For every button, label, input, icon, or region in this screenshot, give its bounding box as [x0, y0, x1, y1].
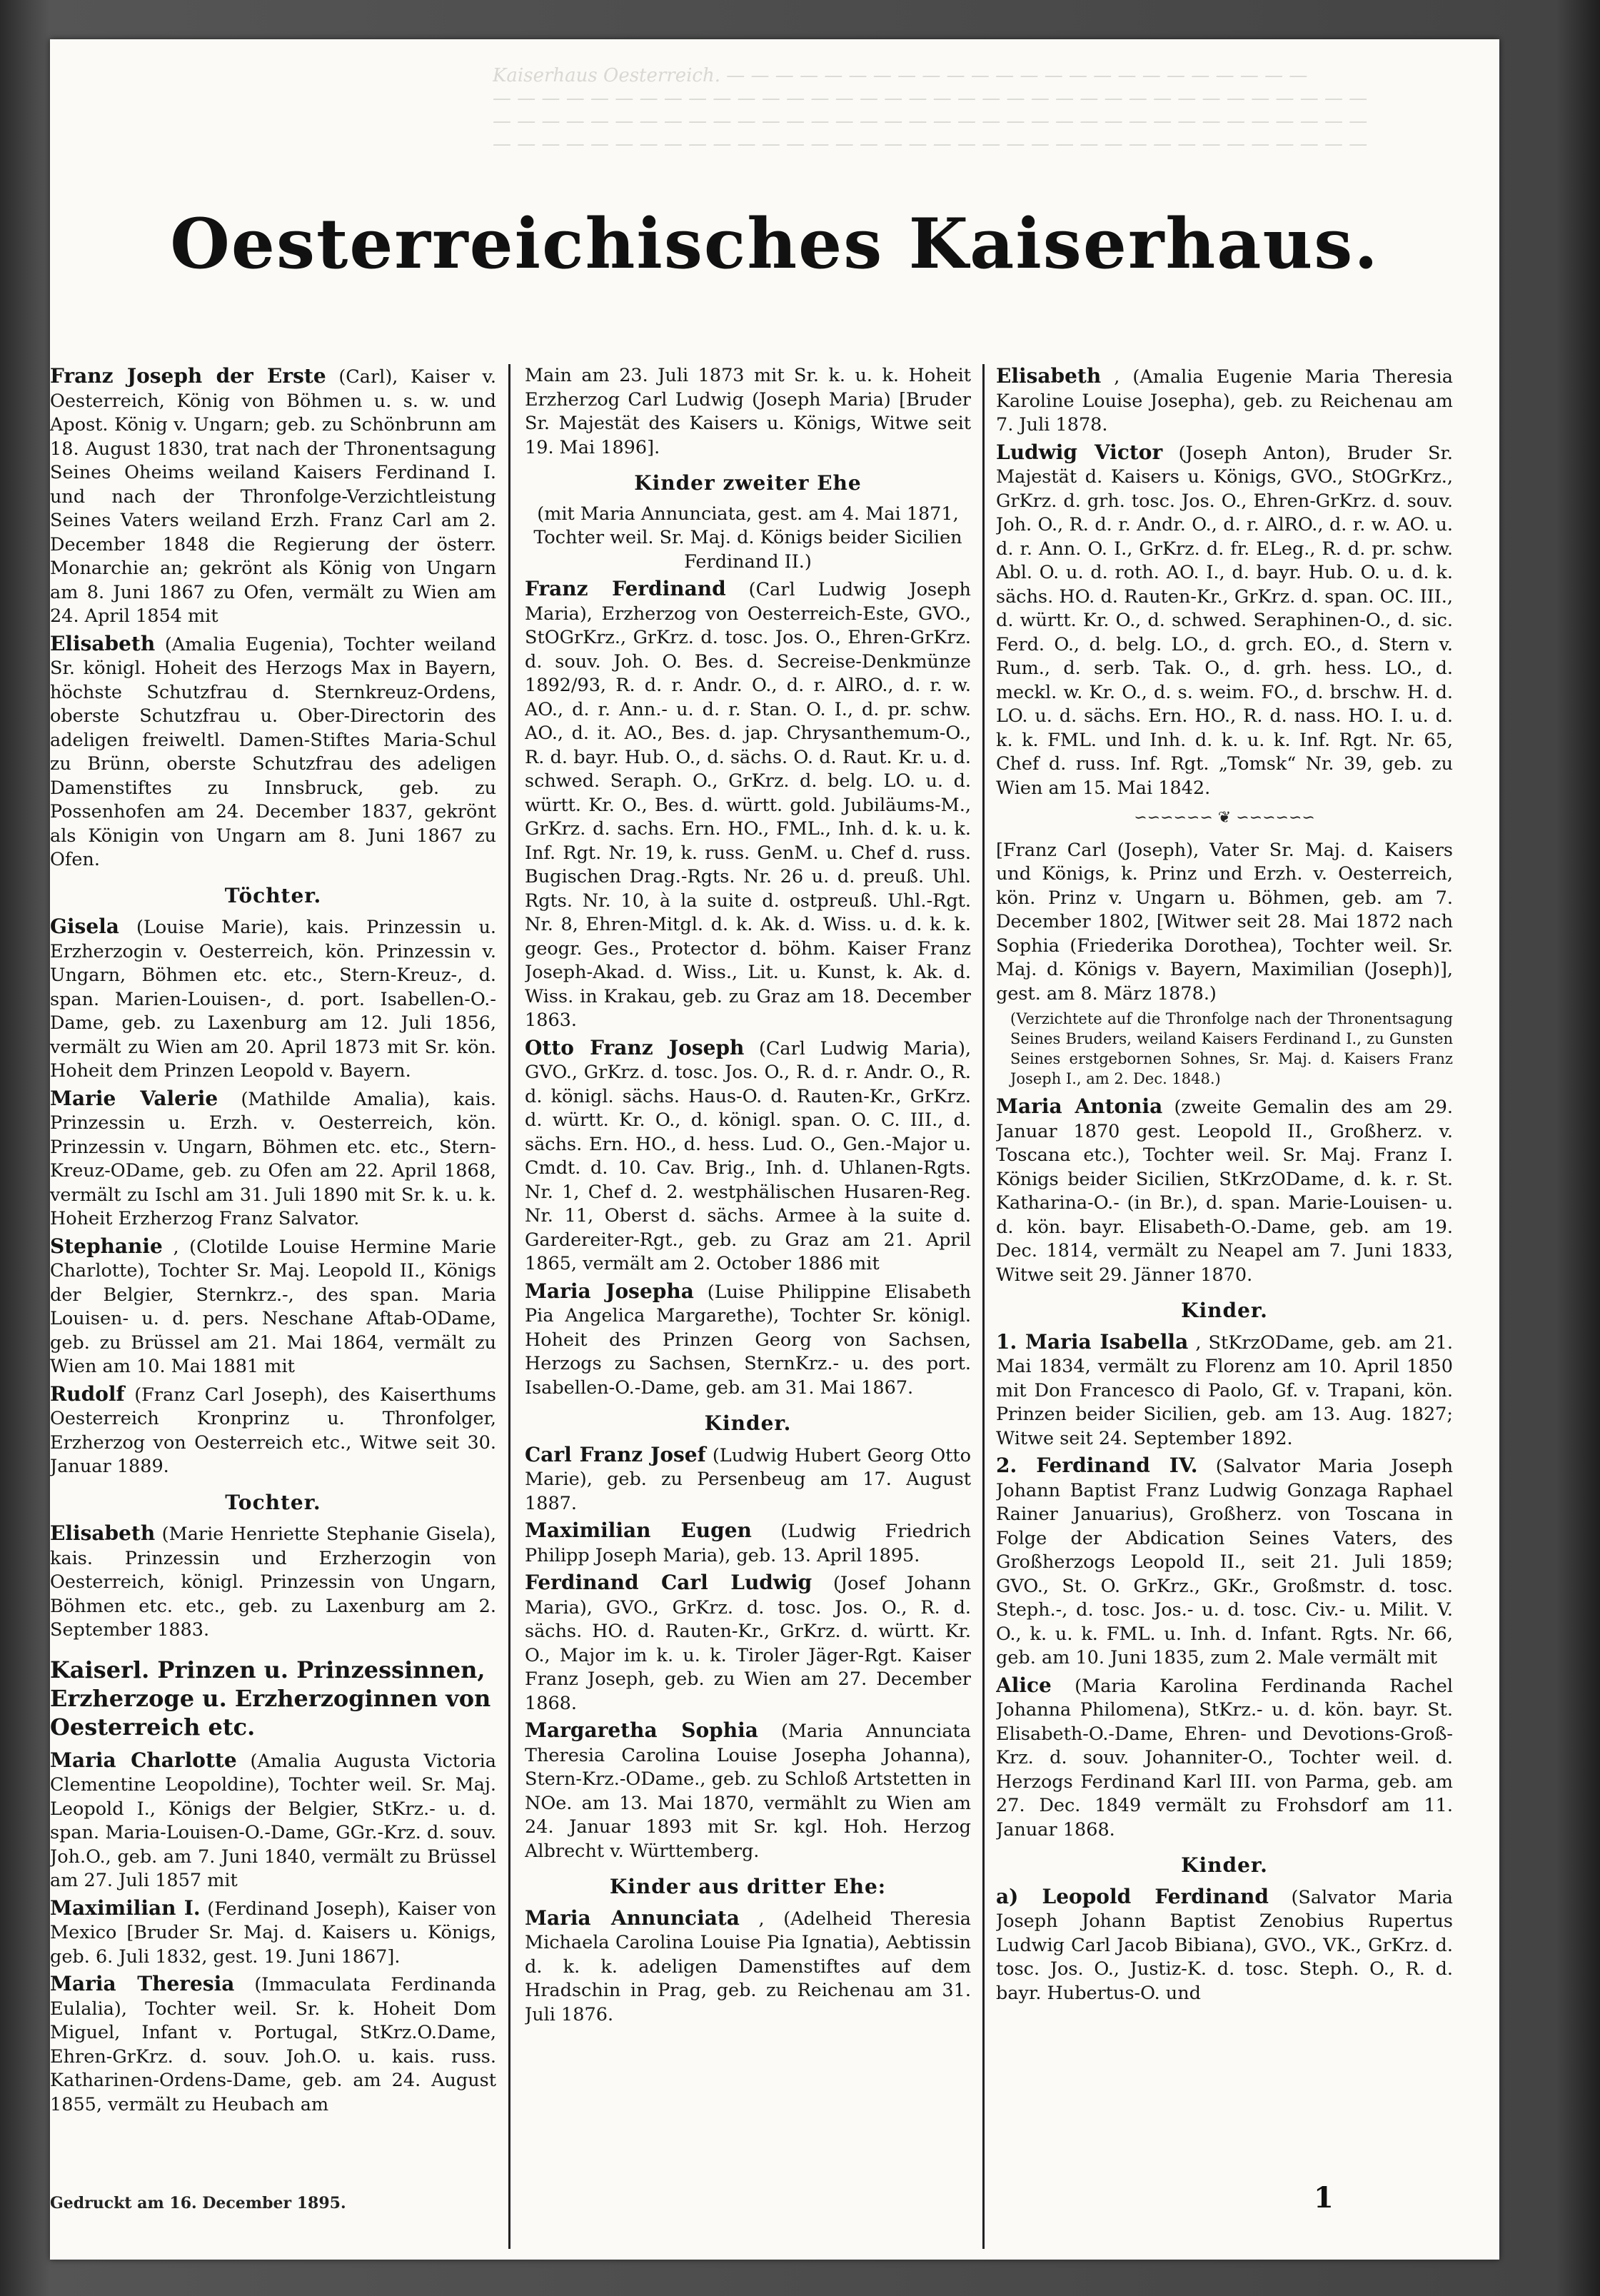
person-name: Alice: [996, 1673, 1052, 1697]
column-2: [525, 364, 971, 2177]
bleed-through-text: Kaiserhaus Oesterreich. — — — — — — — — — — — — — — — — — — — — — — — — — — — — — — — — — — — — — — — — — — — — — — — — — — — — — — — — — — — — — — — — — — — — — — — — — — — — — — — — — — — — — — — — — — — — — — — — — — — — — — — — — — — — — — — — — — — — — — — — — — — — — — — — — — — —: [493, 65, 1368, 155]
genealogy-entry: [996, 364, 1453, 438]
person-description: (Mathilde Amalia), kais. Prinzessin u. Erzh. v. Oesterreich, kön. Prinzessin v. Ungarn, Böhmen etc. etc., Stern-Kreuz-ODame, geb. zu Ofen am 22. April 1868, vermält zu Ischl am 31. Juli 1890 mit Sr. k. u. k. Hoheit Erzherzog Franz Salvator.: [50, 1088, 496, 1229]
person-description: (Louise Marie), kais. Prinzessin u. Erzherzogin v. Oesterreich, kön. Prinzessin v. Ungarn, Böhmen etc. etc., Stern-Kreuz-, d. span. Marien-Louisen-, d. port. Isabellen-O.-Dame, geb. zu Laxenburg am 12. Juli 1856, vermält zu Wien am 20. April 1873 mit Sr. kön. Hoheit dem Prinzen Leopold v. Bayern.: [50, 917, 496, 1082]
person-description: (Luise Philippine Elisabeth Pia Angelica Margarethe), Tochter Sr. königl. Hoheit des Prinzen Georg von Sachsen, Herzogs zu Sachsen, SternKrz.- u. des port. Isabellen-O.-Dame, geb. am 31. Mai 1867.: [525, 1281, 971, 1399]
genealogy-entry: [525, 1571, 971, 1716]
person-name: Stephanie: [50, 1234, 163, 1258]
person-description: (Carl), Kaiser v. Oesterreich, König von Böhmen u. s. w. und Apost. König v. Ungarn; geb. zu Schönbrunn am 18. August 1830, trat nach der Thronentsagung Seines Oheims weiland Kaisers Ferdinand I. und nach der Thronfolge-Verzichtleistung Seines Vaters weiland Erzh. Franz Carl am 2. December 1848 die Regierung der österr. Monarchie an; gekrönt als König von Ungarn am 8. Juni 1867 zu Ofen, vermält zu Wien am 24. April 1854 mit: [50, 366, 496, 627]
continued-text: Main am 23. Juli 1873 mit Sr. k. u. k. Hoheit Erzherzog Carl Ludwig (Joseph Maria) [Bruder Sr. Majestät des Kaisers u. Königs, Witwe seit 19. Mai 1896].: [525, 365, 971, 458]
genealogy-entry: [50, 1748, 496, 1893]
person-description: , (Adelheid Theresia Michaela Carolina Louise Pia Ignatia), Aebtissin d. k. k. adeligen Damenstiftes auf dem Hradschin in Prag, geb. zu Reichenau am 31. Juli 1876.: [525, 1908, 971, 2025]
genealogy-entry: [50, 915, 496, 1084]
person-description: (Maria Karolina Ferdinanda Rachel Johanna Philomena), StKrz.- u. d. kön. bayr. St. Elisabeth-O.-Dame, Ehren- und Devotions-Groß-Krz. d. souv. Johanniter-O., Tochter weil. d. Herzogs Ferdinand Karl III. von Parma, geb. am 27. Dec. 1849 vermält zu Frohsdorf am 11. Januar 1868.: [996, 1675, 1453, 1841]
person-name: Elisabeth: [50, 1521, 156, 1545]
section-heading: Kinder aus dritter Ehe:: [609, 1875, 887, 1898]
footnote: (Verzichtete auf die Thronfolge nach der Thronentsagung Seines Bruders, weiland Kaisers Ferdinand I., zu Gunsten Seines erstgebornen Sohnes, Sr. Maj. d. Kaisers Franz Joseph I., am 2. Dec. 1848.): [1010, 1010, 1453, 1087]
section-heading: Kinder.: [1181, 1299, 1268, 1322]
bracketed-entry: [Franz Carl (Joseph), Vater Sr. Maj. d. Kaisers und Königs, k. Prinz und Erzh. v. Oesterreich, kön. Prinz v. Ungarn u. Böhmen, geb. am 7. December 1802, [Witwer seit 28. Mai 1872 nach Sophia (Friederika Dorothea), Tochter weil. Sr. Maj. d. Königs v. Bayern, Maximilian (Joseph)], gest. am 8. März 1878.): [996, 839, 1453, 1004]
page-title: Oesterreichisches Kaiserhaus.: [170, 203, 1379, 284]
person-description: (Salvator Maria Joseph Johann Baptist Zenobius Rupertus Ludwig Carl Jacob Bibiana), GVO., VK., GrKrz. d. tosc. Jos. O., Justiz-K. d. tosc. Steph. O., R. d. bayr. Hubertus-O. und: [996, 1886, 1453, 2004]
column-divider-1: [508, 364, 510, 2249]
person-description: (zweite Gemalin des am 29. Januar 1870 gest. Leopold II., Großherz. v. Toscana etc.), Tochter weil. Sr. Maj. Franz I. Königs beider Sicilien, StKrzODame, d. k. r. St. Katharina-O.- (in Br.), d. span. Marie-Louisen- u. d. kön. bayr. Elisabeth-O.-Dame, geb. am 19. Dec. 1814, vermält zu Neapel am 7. Juni 1833, Witwe seit 29. Jänner 1870.: [996, 1097, 1453, 1286]
person-name: Elisabeth: [996, 364, 1102, 388]
document-page: [50, 39, 1499, 2260]
person-description: , (Clotilde Louise Hermine Marie Charlotte), Tochter Sr. Maj. Leopold II., Königs der Belgier, Sternkrz.-, des span. Maria Louisen- u. d. pers. Neschane Aftab-ODame, geb. zu Brüssel am 21. Mai 1864, vermält zu Wien am 10. Mai 1881 mit: [50, 1236, 496, 1377]
ornament-divider: ∽∽∽∽∽∽ ❦ ∽∽∽∽∽∽: [1134, 809, 1315, 827]
person-description: (Marie Henriette Stephanie Gisela), kais. Prinzessin und Erzherzogin von Oesterreich, königl. Prinzessin von Ungarn, Böhmen etc. etc., geb. zu Laxenburg am 2. September 1883.: [50, 1524, 496, 1641]
person-name: Franz Ferdinand: [525, 577, 726, 600]
genealogy-entry: [525, 577, 971, 1033]
person-name: Maria Annunciata: [525, 1905, 740, 1930]
genealogy-entry: [525, 1519, 971, 1568]
person-name: Maria Antonia: [996, 1094, 1163, 1118]
person-description: (Ludwig Friedrich Philipp Joseph Maria), geb. 13. April 1895.: [525, 1521, 971, 1566]
genealogy-entry: [996, 1885, 1453, 2006]
parenthetical-note: (mit Maria Annunciata, gest. am 4. Mai 1871, Tochter weil. Sr. Maj. d. Königs beider Sicilien Ferdinand II.): [533, 503, 962, 573]
person-description: (Carl Ludwig Maria), GVO., GrKrz. d. tosc. Jos. O., R. d. r. Andr. O., R. d. königl. sächs. Haus-O. d. Rauten-Kr., GrKrz. d. württ. Kr. O., d. königl. span. O. C. III., d. sächs. Ern. HO., d. hess. Lud. O., Gen.-Major u. Cmdt. d. 10. Cav. Brig., Inh. d. Uhlanen-Rgts. Nr. 1, Chef d. 2. westphälischen Husaren-Reg. Nr. 11, Oberst d. sächs. Armee à la suite d. Gardereiter-Rgt., geb. zu Graz am 21. April 1865, vermält am 2. October 1886 mit: [525, 1037, 971, 1274]
genealogy-entry: [50, 364, 496, 629]
person-name: 2. Ferdinand IV.: [996, 1454, 1198, 1477]
genealogy-entry: [525, 1036, 971, 1277]
genealogy-entry: [50, 1972, 496, 2117]
genealogy-entry: [525, 1443, 971, 1516]
section-heading: Tochter.: [225, 1490, 321, 1514]
section-heading: Kinder.: [1181, 1853, 1268, 1877]
person-description: (Joseph Anton), Bruder Sr. Majestät d. Kaisers u. Königs, GVO., StOGrKrz., GrKrz. d. grh. tosc. Jos. O., Ehren-GrKrz. d. souv. Joh. O., R. d. r. Andr. O., d. r. AlRO., d. r. w. AO. u. d. r. Ann. O. I., GrKrz. d. fr. ELeg., R. d. pr. schw. Abl. O. u. d. roth. AO. I., d. bayr. Hub. O. u. d. k. sächs. HO. d. Rauten-Kr., GrKrz. d. span. OC. III., d. württ. Kr. O., d. schwed. Seraphinen-O., d. sic. Ferd. O., d. belg. LO., d. grch. EO., d. Stern v. Rum., d. serb. Tak. O., d. grh. hess. LO., d. meckl. w. Kr. O., d. s. weim. FO., d. brschw. H. d. LO. u. d. sächs. Ern. HO., R. d. nass. HO. I. u. d. k. k. FML. und Inh. d. k. u. k. Inf. Rgt. Nr. 65, Chef d. russ. Inf. Rgt. „Tomsk“ Nr. 39, geb. zu Wien am 15. Mai 1842.: [996, 442, 1453, 799]
person-description: (Josef Johann Maria), GVO., GrKrz. d. tosc. Jos. O., R. d. sächs. HO. d. Rauten-Kr., GrKrz. d. württ. Kr. O., Major im k. u. k. Tiroler Jäger-Rgt. Kaiser Franz Joseph, geb. zu Wien am 27. December 1868.: [525, 1573, 971, 1714]
person-name: Marie Valerie: [50, 1086, 218, 1110]
person-description: (Salvator Maria Joseph Johann Baptist Franz Ludwig Gonzaga Raphael Rainer Januarius), Großherz. von Toscana in Folge der Abdication Seines Vaters, des Großherzogs Leopold II., seit 21. Juli 1859; GVO., St. O. GrKrz., GKr., Großmstr. d. tosc. Steph.-, d. tosc. Jos.- u. d. tosc. Civ.- u. Milit. V. O., k. u. k. FML. u. Inh. d. Infant. Rgts. Nr. 66, geb. am 10. Juni 1835, zum 2. Male vermält mit: [996, 1456, 1453, 1668]
person-name: Carl Franz Josef: [525, 1442, 706, 1466]
genealogy-entry: [996, 1454, 1453, 1671]
genealogy-entry: [525, 1279, 971, 1401]
genealogy-entry: [50, 1382, 496, 1479]
person-name: Maria Theresia: [50, 1972, 235, 1995]
person-name: 1. Maria Isabella: [996, 1329, 1189, 1354]
person-description: , (Amalia Eugenie Maria Theresia Karoline Louise Josepha), geb. zu Reichenau am 7. Juli 1878.: [996, 366, 1453, 435]
person-name: Maximilian I.: [50, 1895, 201, 1920]
person-name: Margaretha Sophia: [525, 1718, 758, 1742]
genealogy-entry: [996, 440, 1453, 801]
genealogy-entry: [525, 1718, 971, 1863]
page-number: 1: [1314, 2181, 1334, 2215]
genealogy-entry: [996, 1094, 1453, 1287]
person-description: (Ferdinand Joseph), Kaiser von Mexico [Bruder Sr. Maj. d. Kaisers u. Königs, geb. 6. Juli 1832, gest. 19. Juni 1867].: [50, 1898, 496, 1968]
person-description: (Carl Ludwig Joseph Maria), Erzherzog von Oesterreich-Este, GVO., StOGrKrz., GrKrz. d. tosc. Jos. O., Ehren-GrKrz. d. souv. Joh. O. Bes. d. Secreise-Denkmünze 1892/93, R. d. r. Andr. O., d. r. AlRO., d. r. w. AO., d. r. Ann.- u. d. r. Stan. O. I., d. pr. schw. AO., d. it. AO., Bes. d. jap. Chrysanthemum-O., R. d. bayr. Hub. O., d. sächs. O. d. Raut. Kr. u. d. schwed. Seraph. O., GrKrz. d. belg. LO. u. d. württ. Kr. O., Bes. d. württ. gold. Jubiläums-M., GrKrz. d. sachs. Ern. HO., FML., Inh. d. k. u. k. Inf. Rgt. Nr. 19, k. russ. GenM. u. Chef d. russ. Bugischen Drag.-Rgts. Nr. 26 u. d. preuß. Uhl. Rgts. Nr. 10, à la suite d. ostpreuß. Uhl.-Rgt. Nr. 8, Ehren-Mitgl. d. k. Ak. d. Wiss. u. d. k. k. geogr. Ges., Protector d. böhm. Kaiser Franz Joseph-Akad. d. Wiss., Lit. u. Kunst, k. Ak. d. Wiss. in Krakau, geb. zu Graz am 18. December 1863.: [525, 579, 971, 1031]
person-name: Maria Charlotte: [50, 1748, 237, 1772]
genealogy-entry: [50, 1896, 496, 1970]
person-name: Franz Joseph der Erste: [50, 364, 326, 388]
person-description: (Franz Carl Joseph), des Kaiserthums Oesterreich Kronprinz u. Thronfolger, Erzherzog von Oesterreich etc., Witwe seit 30. Januar 1889.: [50, 1384, 496, 1477]
genealogy-entry: [50, 1234, 496, 1379]
genealogy-entry: [996, 1330, 1453, 1451]
section-heading: Töchter.: [224, 883, 322, 907]
person-description: (Amalia Eugenia), Tochter weiland Sr. königl. Hoheit des Herzogs Max in Bayern, höchste Schutzfrau d. Sternkreuz-Ordens, oberste Schutzfrau u. Ober-Directorin des adeligen freiweltl. Damen-Stiftes Maria-Schul zu Brünn, oberste Schutzfrau des adeligen Damenstiftes zu Innsbruck, geb. zu Possenhofen am 24. December 1837, gekrönt als Königin von Ungarn am 8. Juni 1867 zu Ofen.: [50, 633, 496, 870]
genealogy-entry: [525, 1906, 971, 2028]
print-date-footer: Gedruckt am 16. December 1895.: [50, 2194, 346, 2212]
section-heading: Kinder zweiter Ehe: [634, 471, 862, 495]
person-name: Ferdinand Carl Ludwig: [525, 1571, 812, 1594]
genealogy-entry: [996, 1673, 1453, 1843]
genealogy-entry: [50, 1521, 496, 1643]
person-name: Ludwig Victor: [996, 440, 1163, 464]
section-heading: Kinder.: [704, 1411, 792, 1435]
person-description: (Amalia Augusta Victoria Clementine Leopoldine), Tochter weil. Sr. Maj. Leopold I., Königs der Belgier, StKrz.- u. d. span. Maria-Louisen-O.-Dame, GGr.-Krz. d. souv. Joh.O., geb. am 7. Juni 1840, vermält zu Brüssel am 27. Juli 1857 mit: [50, 1750, 496, 1891]
person-name: Elisabeth: [50, 631, 156, 655]
person-name: a) Leopold Ferdinand: [996, 1884, 1269, 1908]
genealogy-entry: [50, 632, 496, 872]
column-divider-2: [982, 364, 985, 2249]
person-name: Maria Josepha: [525, 1279, 694, 1303]
person-name: Otto Franz Joseph: [525, 1035, 745, 1059]
column-3: [996, 364, 1453, 2177]
person-name: Rudolf: [50, 1381, 125, 1406]
section-heading: Kaiserl. Prinzen u. Prinzessinnen, Erzherzoge u. Erzherzoginnen von Oesterreich etc.: [50, 1656, 491, 1741]
person-description: (Maria Annunciata Theresia Carolina Louise Josepha Johanna), Stern-Krz.-ODame., geb. zu Schloß Artstetten in NOe. am 13. Mai 1870, vermählt zu Wien am 24. Januar 1893 mit Sr. kgl. Hoh. Herzog Albrecht v. Württemberg.: [525, 1721, 971, 1862]
person-description: , StKrzODame, geb. am 21. Mai 1834, vermält zu Florenz am 10. April 1850 mit Don Francesco di Paolo, Gf. v. Trapani, kön. Prinzen beider Sicilien, geb. am 13. Aug. 1827; Witwe seit 24. September 1892.: [996, 1331, 1453, 1449]
person-name: Maximilian Eugen: [525, 1519, 752, 1542]
person-name: Gisela: [50, 915, 119, 938]
person-description: (Immaculata Ferdinanda Eulalia), Tochter weil. Sr. k. Hoheit Dom Miguel, Infant v. Portugal, StKrz.O.Dame, Ehren-GrKrz. d. souv. Joh.O. u. kais. russ. Katharinen-Ordens-Dame, geb. am 24. August 1855, vermält zu Heubach am: [50, 1974, 496, 2115]
genealogy-entry: [50, 1087, 496, 1232]
column-1: [50, 364, 496, 2177]
person-description: (Ludwig Hubert Georg Otto Marie), geb. zu Persenbeug am 17. August 1887.: [525, 1444, 971, 1514]
